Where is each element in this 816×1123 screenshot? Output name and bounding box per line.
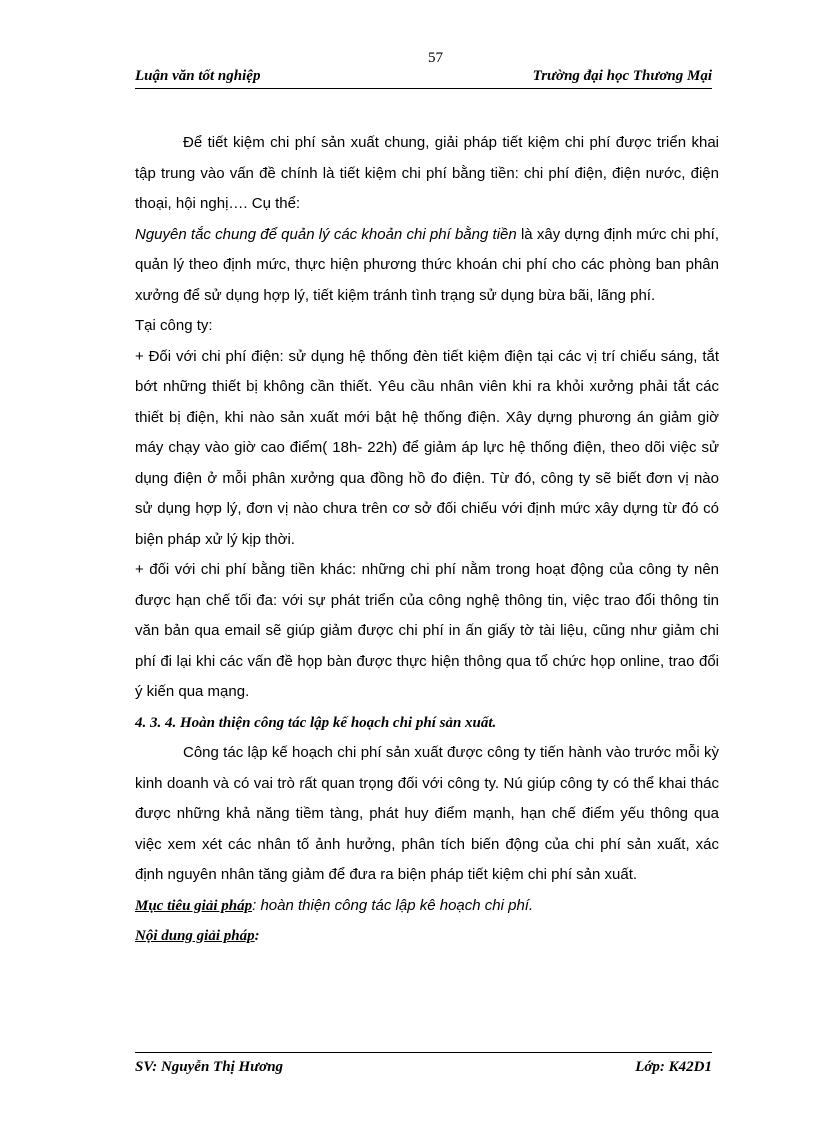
paragraph-principle xyxy=(135,220,719,312)
principle-italic-phrase: Nguyên tắc chung để quản lý các khoản chi phí bằng tiền xyxy=(135,225,517,243)
content-label: Nội dung giải pháp xyxy=(135,928,255,944)
paragraph-at-company: Tại công ty: xyxy=(135,317,213,334)
page-footer xyxy=(135,1052,712,1079)
header-left-title: Luận văn tốt nghiệp xyxy=(135,68,261,84)
paragraph-planning: Công tác lập kế hoạch chi phí sản xuất được công ty tiến hành vào trước mỗi kỳ kinh doanh và có vai trò rất quan trọng đối với công ty. Nú giúp công ty có thể khai thác được những khả năng tiềm tàng, phát huy điểm mạnh, hạn chế điểm yếu thông qua việc xem xét các nhân tố ảnh hưởng, phân tích biến động của chi phí sản xuất, xác định nguyên nhân tăng giảm để đưa ra biện pháp tiết kiệm chi phí sản xuất. xyxy=(135,744,719,883)
footer-student-name: SV: Nguyễn Thị Hương xyxy=(135,1059,284,1075)
page-header xyxy=(135,66,712,89)
paragraph-other-costs: + đối với chi phí bằng tiền khác: những chi phí nằm trong hoạt động của công ty nên được hạn chế tối đa: với sự phát triển của công nghệ thông tin, việc trao đổi thông tin văn bản qua email sẽ giúp giảm được chi phí in ấn giấy tờ tài liệu, cũng như giảm chi phí đi lại khi các vấn đề họp bàn được thực hiện thông qua tổ chức họp online, trao đổi ý kiến qua mạng. xyxy=(135,561,719,700)
footer-class: Lớp: K42D1 xyxy=(635,1059,712,1075)
goal-label: Mục tiêu giải pháp xyxy=(135,897,253,914)
header-right-title: Trường đại học Thương Mại xyxy=(532,68,712,84)
paragraph-intro: Để tiết kiệm chi phí sản xuất chung, giải pháp tiết kiệm chi phí được triển khai tập trung vào vấn đề chính là tiết kiệm chi phí bằng tiền: chi phí điện, điện nước, điện thoại, hội nghị…. Cụ thể: xyxy=(135,134,719,212)
section-heading: 4. 3. 4. Hoàn thiện công tác lập kế hoạch chi phí sản xuất. xyxy=(135,714,497,731)
page-number: 57 xyxy=(428,50,443,66)
content-colon: : xyxy=(254,928,260,944)
document-body xyxy=(135,128,719,952)
content-line xyxy=(135,921,719,952)
goal-line xyxy=(135,891,719,922)
principle-rest: là xây dựng định mức chi phí, quản lý theo định mức, thực hiện phương thức khoán chi phí cho các phòng ban phân xưởng để sử dụng hợp lý, tiết kiệm tránh tình trạng sử dụng bừa bãi, lãng phí. xyxy=(135,225,719,304)
goal-text: : hoàn thiện công tác lập kê hoạch chi phí. xyxy=(252,896,534,914)
paragraph-electricity: + Đối với chi phí điện: sử dụng hệ thống đèn tiết kiệm điện tại các vị trí chiếu sáng, tắt bớt những thiết bị không cần thiết. Yêu cầu nhân viên khi ra khỏi xưởng phải tắt các thiết bị điện, khi nào sản xuất mới bật hệ thống điện. Xây dựng phương án giảm giờ máy chạy vào giờ cao điểm( 18h- 22h) để giảm áp lực hệ thống điện, theo dõi việc sử dụng điện ở mỗi phân xưởng qua đồng hồ đo điện. Từ đó, công ty sẽ biết đơn vị nào sử dụng hợp lý, đơn vị nào chưa trên cơ sở đối chiếu với định mức xây dựng từ đó có biện pháp xử lý kịp thời. xyxy=(135,347,719,548)
